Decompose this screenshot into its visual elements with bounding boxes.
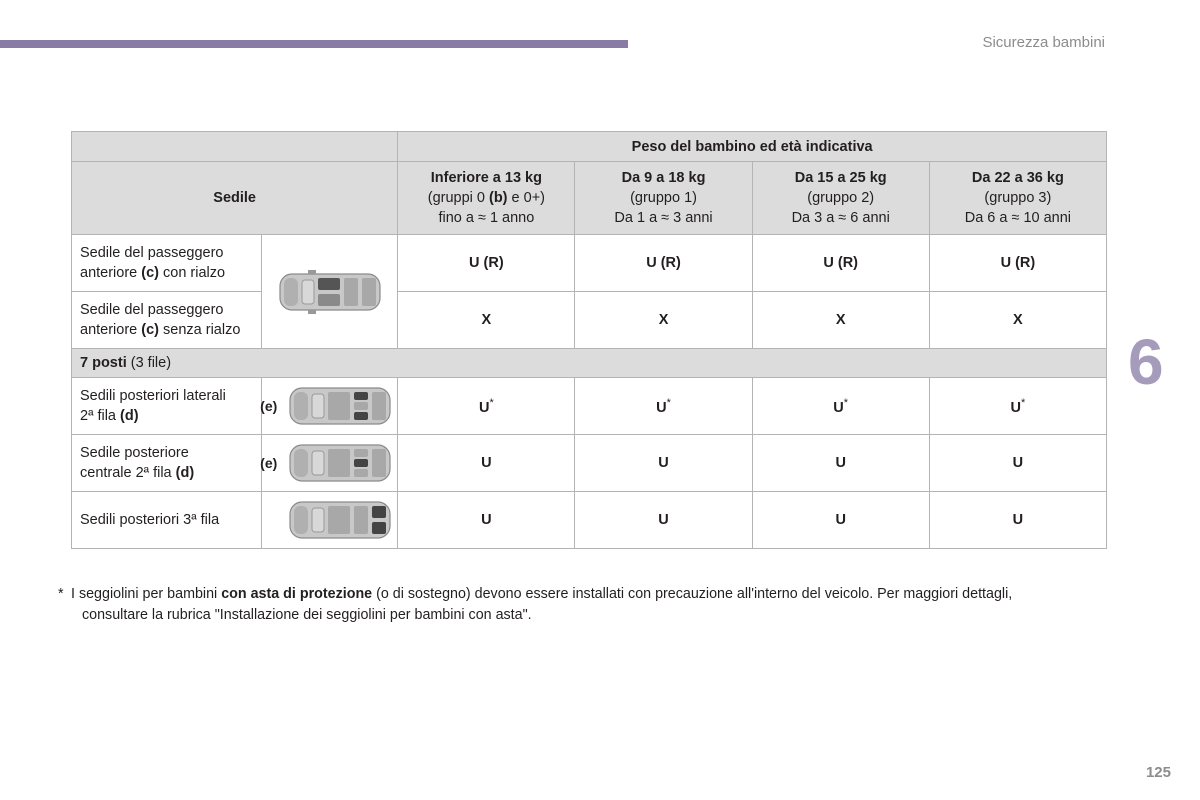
value-cell: U (R) [929,235,1106,292]
seat-diagram [262,378,398,435]
chapter-number: 6 [1128,326,1164,398]
column-group: (gruppo 2) [807,190,875,206]
seat-diagram [262,435,398,492]
column-group: (gruppo 3) [984,190,1052,206]
value-cell: U [752,492,929,549]
value-cell: U [752,435,929,492]
header-accent-bar [0,40,628,48]
column-group: (gruppo 1) [630,190,697,206]
value-cell: U (R) [575,235,752,292]
value-cell: X [398,292,575,349]
column-header [575,162,752,235]
seat-label: Sedili posteriori 3ª fila [72,492,262,549]
value-cell: X [752,292,929,349]
value-cell: U [398,435,575,492]
car-top-view-icon [288,382,392,430]
value-cell: X [575,292,752,349]
table-row [72,492,1107,549]
table-title: Peso del bambino ed età indicativa [398,132,1107,162]
value-cell: U* [575,378,752,435]
value-cell: U (R) [752,235,929,292]
seat-diagram [262,235,398,349]
page-number: 125 [1145,764,1171,781]
column-weight: Da 22 a 36 kg [971,170,1064,186]
car-top-view-icon [288,496,392,544]
column-header [929,162,1106,235]
seat-label: Sedili posteriori laterali 2ª fila (d) [72,378,262,435]
value-cell: U (R) [398,235,575,292]
table-row [72,435,1107,492]
footnote-line2: consultare la rubrica "Installazione dei seggiolini per bambini con asta". [82,607,532,623]
footnote-text: I seggiolini per bambini con asta di protezione (o di sostegno) devono essere installati con precauzione all'interno del veicolo. Per maggiori dettagli, [71,586,1013,602]
seat-label: Sedile del passeggero anteriore (c) con rialzo [72,235,262,292]
table-row [72,292,1107,349]
section-row [72,349,1107,378]
value-cell: U [929,435,1106,492]
column-group: (gruppi 0 (b) e 0+) [427,190,545,206]
column-weight: Da 9 a 18 kg [621,170,706,186]
section-row-label: 7 posti (3 file) [72,349,1107,378]
value-cell: U [398,492,575,549]
child-seat-table [71,131,1107,549]
column-header [752,162,929,235]
footnote [58,584,1111,626]
column-age: Da 3 a ≈ 6 anni [791,210,890,226]
footnote-star: * [58,586,64,602]
column-weight: Inferiore a 13 kg [430,170,542,186]
value-cell: U [929,492,1106,549]
header-corner [72,132,398,162]
value-cell: U [575,435,752,492]
table-row [72,378,1107,435]
value-cell: U [575,492,752,549]
seat-label: Sedile del passeggero anteriore (c) senza rialzo [72,292,262,349]
value-cell: X [929,292,1106,349]
value-cell: U* [929,378,1106,435]
column-age: Da 6 a ≈ 10 anni [964,210,1072,226]
column-age: Da 1 a ≈ 3 anni [614,210,713,226]
value-cell: U* [398,378,575,435]
column-age: fino a ≈ 1 anno [438,210,535,226]
seat-diagram [262,492,398,549]
car-top-view-icon [288,439,392,487]
seat-label: Sedile posteriore centrale 2ª fila (d) [72,435,262,492]
seat-header: Sedile [72,162,398,235]
value-cell: U* [752,378,929,435]
table-row [72,235,1107,292]
note-label: (e) [260,455,278,471]
column-weight: Da 15 a 25 kg [794,170,887,186]
section-title: Sicurezza bambini [982,34,1105,51]
note-label: (e) [260,398,278,414]
column-header [398,162,575,235]
car-top-view-icon [278,268,382,316]
